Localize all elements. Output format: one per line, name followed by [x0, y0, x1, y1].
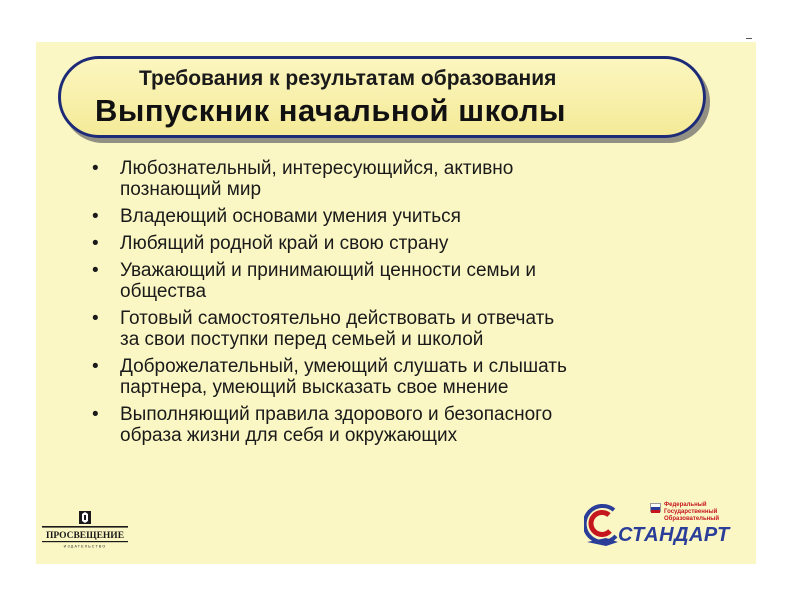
standard-line-1: Федеральный — [664, 502, 707, 508]
slide — [36, 42, 756, 564]
publisher-emblem-icon — [42, 510, 128, 548]
list-item-line: за свои поступки перед семьей и школой — [120, 329, 484, 350]
bullet-icon: • — [92, 158, 99, 179]
list-item-line: Любящий родной край и свою страну — [120, 233, 449, 254]
bullet-icon: • — [92, 404, 99, 425]
russian-flag-icon — [650, 503, 661, 512]
list-item — [90, 233, 710, 254]
corner-marker — [746, 38, 752, 39]
slide-subtitle: Требования к результатам образования — [139, 67, 557, 90]
standard-logo — [584, 500, 744, 552]
bullet-icon: • — [92, 308, 99, 329]
bullet-icon: • — [92, 260, 99, 281]
bullet-icon: • — [92, 206, 99, 227]
list-item — [90, 158, 710, 200]
list-item — [90, 356, 710, 398]
list-item-line: Выполняющий правила здорового и безопасного — [120, 404, 553, 425]
bullet-icon: • — [92, 233, 99, 254]
list-item-line: Владеющий основами умения учиться — [120, 206, 461, 227]
list-item-line: познающий мир — [120, 179, 262, 200]
list-item-line: Готовый самостоятельно действовать и отвечать — [120, 308, 555, 329]
list-item-line: общества — [120, 281, 207, 302]
list-item — [90, 308, 710, 350]
standard-line-2: Государственный — [664, 509, 718, 515]
standard-c-emblem-icon — [584, 502, 622, 550]
list-item-line: партнера, умеющий высказать свое мнение — [120, 377, 509, 398]
bullet-icon: • — [92, 356, 99, 377]
list-item — [90, 404, 710, 446]
list-item-line: образа жизни для себя и окружающих — [120, 425, 458, 446]
slide-title: Выпускник начальной школы — [95, 93, 567, 128]
requirements-list — [90, 158, 710, 452]
title-banner — [58, 56, 706, 138]
list-item — [90, 260, 710, 302]
publisher-sub: ИЗДАТЕЛЬСТВО — [63, 544, 107, 548]
list-item — [90, 206, 710, 227]
list-item-line: Уважающий и принимающий ценности семьи и — [120, 260, 537, 281]
standard-main-text: СТАНДАРТ — [618, 524, 730, 546]
list-item-line: Доброжелательный, умеющий слушать и слышать — [120, 356, 567, 377]
publisher-name: ПРОСВЕЩЕНИЕ — [45, 531, 125, 541]
standard-line-3: Образовательный — [664, 516, 720, 522]
publisher-logo — [42, 510, 128, 548]
list-item-line: Любознательный, интересующийся, активно — [120, 158, 514, 179]
